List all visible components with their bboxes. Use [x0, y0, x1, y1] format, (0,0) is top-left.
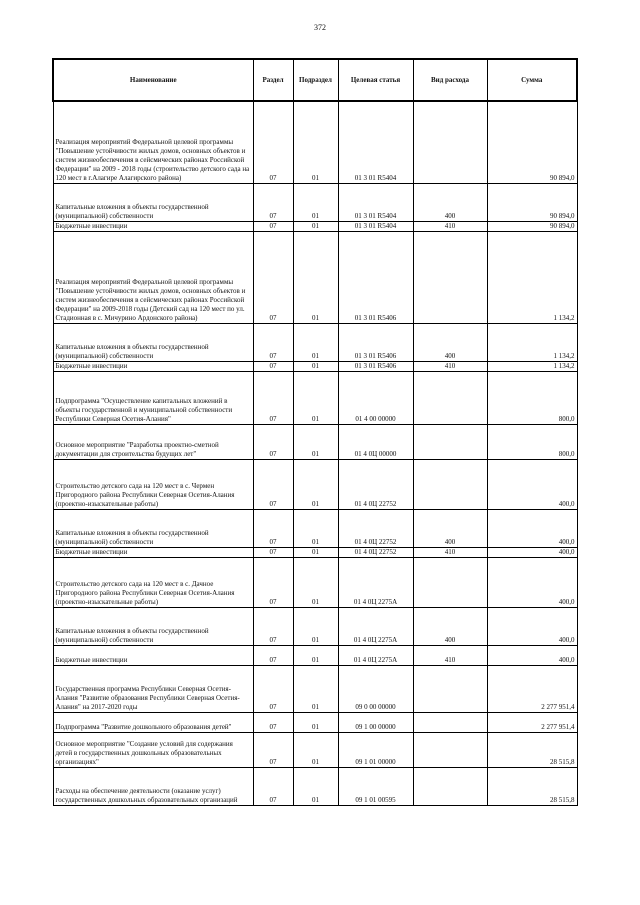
row-celevaya: 01 4 0Ц 2275A: [338, 557, 413, 607]
row-summa: 28 515,8: [487, 732, 577, 767]
row-name: Бюджетные инвестиции: [53, 361, 253, 371]
row-name: Капитальные вложения в объекты государственной (муниципальной) собственности: [53, 509, 253, 547]
header-celevaya: Целевая статья: [338, 59, 413, 101]
row-razdel: 07: [253, 547, 293, 557]
row-summa: 400,0: [487, 645, 577, 665]
row-summa: 400,0: [487, 547, 577, 557]
row-summa: 800,0: [487, 424, 577, 459]
row-celevaya: 09 0 00 00000: [338, 665, 413, 712]
row-name: Государственная программа Республики Северная Осетия-Алания "Развитие образования Республики Северная Осетия-Алания" на 2017-2020 годы: [53, 665, 253, 712]
row-summa: 1 134,2: [487, 323, 577, 361]
row-name: Подпрограмма "Осуществление капитальных вложений в объекты государственной и муниципальной собственности Республики Северная Осетия-Алания": [53, 371, 253, 424]
row-summa: 90 894,0: [487, 183, 577, 221]
row-razdel: 07: [253, 361, 293, 371]
row-podrazdel: 01: [293, 101, 338, 183]
row-vid: [413, 557, 487, 607]
row-vid: [413, 371, 487, 424]
table-row: [53, 509, 577, 547]
row-vid: 410: [413, 547, 487, 557]
row-podrazdel: 01: [293, 665, 338, 712]
row-razdel: 07: [253, 767, 293, 805]
row-celevaya: 01 4 0Ц 2275A: [338, 607, 413, 645]
row-name: Подпрограмма "Развитие дошкольного образования детей": [53, 712, 253, 732]
row-summa: 90 894,0: [487, 221, 577, 231]
row-name: Расходы на обеспечение деятельности (оказание услуг) государственных дошкольных образовательных организаций: [53, 767, 253, 805]
table-row: [53, 712, 577, 732]
row-razdel: 07: [253, 221, 293, 231]
row-razdel: 07: [253, 231, 293, 323]
budget-table: [52, 58, 578, 806]
row-vid: 410: [413, 645, 487, 665]
row-celevaya: 01 4 0Ц 22752: [338, 509, 413, 547]
row-vid: 400: [413, 607, 487, 645]
row-summa: 400,0: [487, 509, 577, 547]
row-celevaya: 09 1 01 00000: [338, 732, 413, 767]
row-celevaya: 01 4 0Ц 22752: [338, 459, 413, 509]
row-vid: [413, 101, 487, 183]
row-razdel: 07: [253, 101, 293, 183]
row-razdel: 07: [253, 557, 293, 607]
row-vid: 400: [413, 509, 487, 547]
row-vid: [413, 712, 487, 732]
row-celevaya: 01 3 01 R5406: [338, 323, 413, 361]
row-vid: 400: [413, 323, 487, 361]
row-vid: [413, 665, 487, 712]
row-celevaya: 09 1 00 00000: [338, 712, 413, 732]
row-podrazdel: 01: [293, 183, 338, 221]
row-podrazdel: 01: [293, 424, 338, 459]
row-podrazdel: 01: [293, 231, 338, 323]
row-razdel: 07: [253, 509, 293, 547]
row-razdel: 07: [253, 183, 293, 221]
row-razdel: 07: [253, 424, 293, 459]
row-name: Строительство детского сада на 120 мест в с. Дачное Пригородного района Республики Северная Осетия-Алания (проектно-изыскательные работы): [53, 557, 253, 607]
row-summa: 1 134,2: [487, 231, 577, 323]
row-razdel: 07: [253, 459, 293, 509]
page-number: 372: [314, 23, 326, 32]
table-row: [53, 607, 577, 645]
row-celevaya: 01 4 0Ц 2275A: [338, 645, 413, 665]
row-podrazdel: 01: [293, 607, 338, 645]
row-celevaya: 01 4 0Ц 00000: [338, 424, 413, 459]
header-podrazdel: Подраздел: [293, 59, 338, 101]
row-podrazdel: 01: [293, 767, 338, 805]
row-podrazdel: 01: [293, 509, 338, 547]
row-podrazdel: 01: [293, 557, 338, 607]
table-row: [53, 665, 577, 712]
table-row: [53, 424, 577, 459]
row-summa: 90 894,0: [487, 101, 577, 183]
table-row: [53, 767, 577, 805]
row-podrazdel: 01: [293, 732, 338, 767]
row-vid: [413, 424, 487, 459]
header-razdel: Раздел: [253, 59, 293, 101]
header-summa: Сумма: [487, 59, 577, 101]
row-vid: [413, 767, 487, 805]
row-podrazdel: 01: [293, 645, 338, 665]
row-name: Реализация мероприятий Федеральной целевой программы "Повышение устойчивости жилых домов, основных объектов и систем жизнеобеспечения в сейсмических районах Российской Федерации" на 2009-2018 годы (Детский сад на 120 мест по ул. Стадионная в с. Мичурино Ардонского района): [53, 231, 253, 323]
row-celevaya: 01 4 00 00000: [338, 371, 413, 424]
row-vid: 410: [413, 221, 487, 231]
table-row: [53, 645, 577, 665]
row-podrazdel: 01: [293, 361, 338, 371]
row-celevaya: 01 3 01 R5406: [338, 231, 413, 323]
row-razdel: 07: [253, 645, 293, 665]
row-summa: 400,0: [487, 607, 577, 645]
row-name: Капитальные вложения в объекты государственной (муниципальной) собственности: [53, 183, 253, 221]
row-podrazdel: 01: [293, 712, 338, 732]
row-razdel: 07: [253, 371, 293, 424]
table-row: [53, 459, 577, 509]
row-name: Бюджетные инвестиции: [53, 645, 253, 665]
row-name: Капитальные вложения в объекты государственной (муниципальной) собственности: [53, 323, 253, 361]
row-summa: 2 277 951,4: [487, 712, 577, 732]
row-razdel: 07: [253, 607, 293, 645]
row-name: Строительство детского сада на 120 мест в с. Чермен Пригородного района Республики Северная Осетия-Алания (проектно-изыскательные работы): [53, 459, 253, 509]
row-name: Реализация мероприятий Федеральной целевой программы "Повышение устойчивости жилых домов, основных объектов и систем жизнеобеспечения в сейсмических районах Российской Федерации" на 2009 - 2018 годы (строительство детского сада на 120 мест в г.Алагире Алагирского района): [53, 101, 253, 183]
row-podrazdel: 01: [293, 547, 338, 557]
row-celevaya: 01 3 01 R5404: [338, 183, 413, 221]
row-summa: 28 515,8: [487, 767, 577, 805]
row-summa: 400,0: [487, 459, 577, 509]
row-vid: [413, 231, 487, 323]
row-summa: 400,0: [487, 557, 577, 607]
row-summa: 800,0: [487, 371, 577, 424]
row-celevaya: 01 3 01 R5404: [338, 101, 413, 183]
row-podrazdel: 01: [293, 459, 338, 509]
row-summa: 2 277 951,4: [487, 665, 577, 712]
row-name: Основное мероприятие "Разработка проектно-сметной документации для строительства будущих лет": [53, 424, 253, 459]
row-name: Бюджетные инвестиции: [53, 547, 253, 557]
row-celevaya: 01 4 0Ц 22752: [338, 547, 413, 557]
table-header-row: [53, 59, 577, 101]
table-row: [53, 732, 577, 767]
row-vid: 410: [413, 361, 487, 371]
row-name: Капитальные вложения в объекты государственной (муниципальной) собственности: [53, 607, 253, 645]
table-row: [53, 547, 577, 557]
row-vid: [413, 732, 487, 767]
row-name: Бюджетные инвестиции: [53, 221, 253, 231]
table-row: [53, 371, 577, 424]
header-vid: Вид расхода: [413, 59, 487, 101]
row-podrazdel: 01: [293, 371, 338, 424]
table-row: [53, 323, 577, 361]
row-podrazdel: 01: [293, 221, 338, 231]
row-razdel: 07: [253, 712, 293, 732]
row-name: Основное мероприятие "Создание условий для содержания детей в государственных дошкольных образовательных организациях": [53, 732, 253, 767]
row-podrazdel: 01: [293, 323, 338, 361]
row-summa: 1 134,2: [487, 361, 577, 371]
row-razdel: 07: [253, 732, 293, 767]
table-row: [53, 221, 577, 231]
row-vid: 400: [413, 183, 487, 221]
row-celevaya: 09 1 01 00595: [338, 767, 413, 805]
header-name: Наименование: [53, 59, 253, 101]
row-vid: [413, 459, 487, 509]
row-celevaya: 01 3 01 R5406: [338, 361, 413, 371]
table-row: [53, 183, 577, 221]
row-razdel: 07: [253, 323, 293, 361]
table-row: [53, 231, 577, 323]
row-celevaya: 01 3 01 R5404: [338, 221, 413, 231]
table-row: [53, 361, 577, 371]
row-razdel: 07: [253, 665, 293, 712]
table-row: [53, 557, 577, 607]
table-row: [53, 101, 577, 183]
